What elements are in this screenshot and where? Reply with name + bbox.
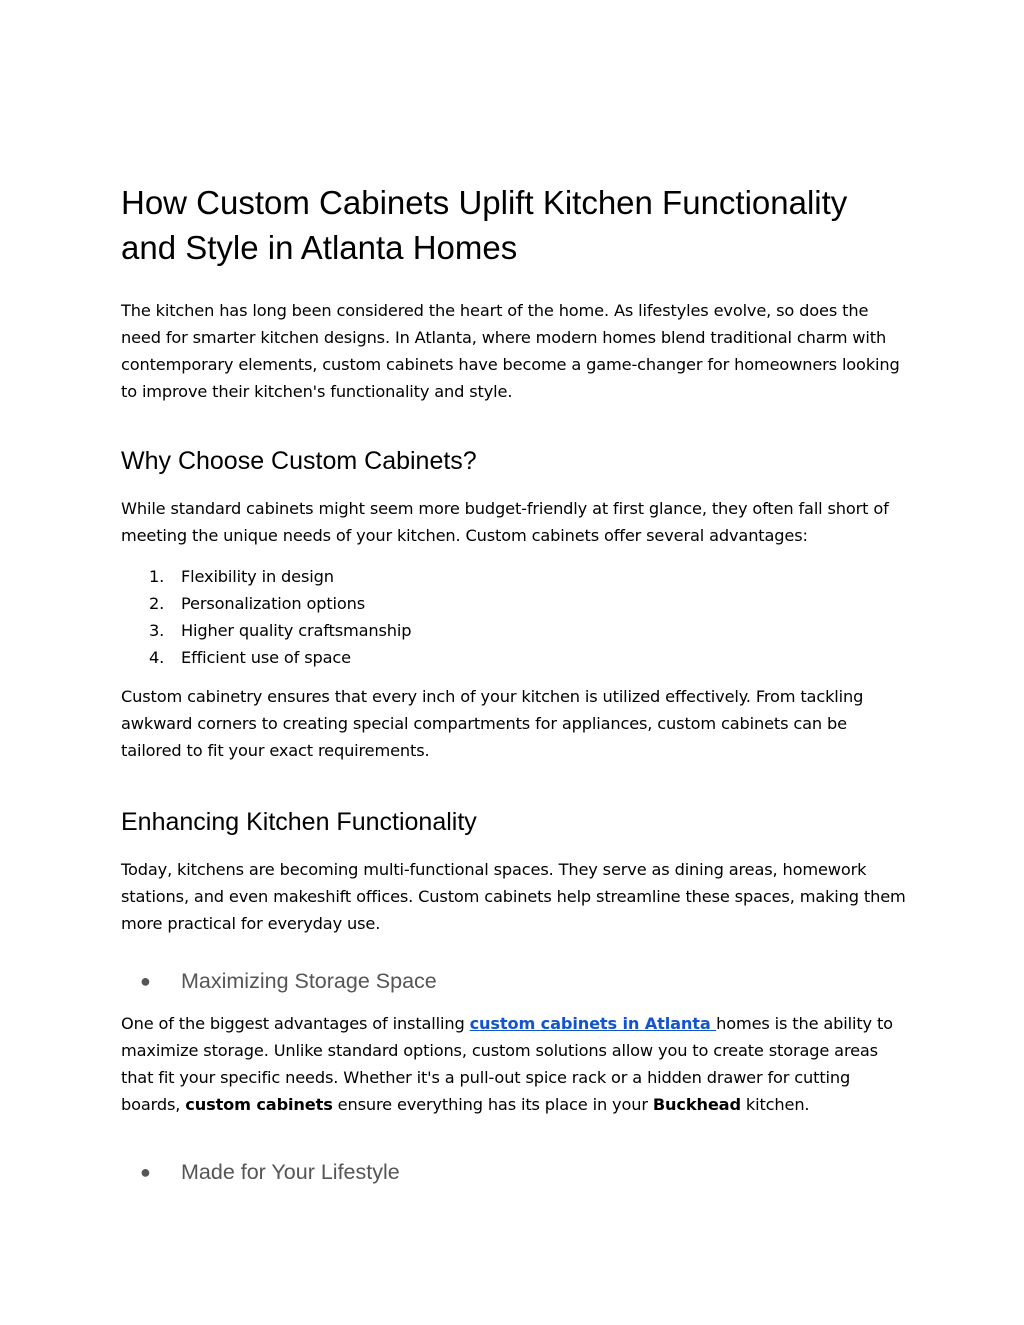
list-item-text: Higher quality craftsmanship [181,621,412,640]
list-item [121,563,911,590]
list-item [121,590,911,617]
list-number: 2. [149,594,165,613]
list-number: 1. [149,567,165,586]
subheading-text: Made for Your Lifestyle [181,1160,400,1184]
storage-text-mid1: homes is the ability to maximize storage. Unlike standard options, custom solutions allow you to create storage areas that fit your specific needs. Whether it's a pull-out spice rack or a hidden drawer for cutting boards, [121,1014,893,1114]
list-item [121,617,911,644]
intro-paragraph: The kitchen has long been considered the heart of the home. As lifestyles evolve, so does the need for smarter kitchen designs. In Atlanta, where modern homes blend traditional charm with contemporary elements, custom cabinets have become a game-changer for homeowners looking to improve their kitchen's functionality and style. [121,301,900,401]
section-why-choose-paragraph: While standard cabinets might seem more budget-friendly at first glance, they often fall short of meeting the unique needs of your kitchen. Custom cabinets offer several advantages: [121,499,889,545]
subheading-made-for-lifestyle [121,1157,911,1187]
document-page [121,180,911,1187]
list-item-text: Flexibility in design [181,567,334,586]
bullet-icon: ● [140,1162,151,1182]
section-heading-functionality: Enhancing Kitchen Functionality [121,808,477,836]
bold-custom-cabinets: custom cabinets [185,1095,333,1114]
custom-cabinets-atlanta-link[interactable]: custom cabinets in Atlanta [469,1014,717,1033]
list-item-text: Efficient use of space [181,648,351,667]
storage-text-start: One of the biggest advantages of installing [121,1014,470,1033]
storage-text-end: kitchen. [740,1095,810,1114]
storage-paragraph [121,1010,911,1118]
list-number: 3. [149,621,165,640]
bullet-icon: ● [140,971,151,991]
list-item [121,644,911,671]
section-why-choose-paragraph-2: Custom cabinetry ensures that every inch of your kitchen is utilized effectively. From tackling awkward corners to creating special compartments for appliances, custom cabinets can be tailored to fit your exact requirements. [121,687,864,760]
page-title: How Custom Cabinets Uplift Kitchen Functionality and Style in Atlanta Homes [121,184,848,266]
subheading-maximizing-storage [121,966,911,996]
bold-buckhead: Buckhead [652,1095,741,1114]
advantages-list [121,563,911,671]
subheading-text: Maximizing Storage Space [181,969,437,993]
section-functionality-paragraph: Today, kitchens are becoming multi-functional spaces. They serve as dining areas, homework stations, and even makeshift offices. Custom cabinets help streamline these spaces, making them more practical for everyday use. [121,860,906,933]
storage-text-mid2: ensure everything has its place in your [332,1095,653,1114]
section-heading-why-choose: Why Choose Custom Cabinets? [121,447,477,475]
list-number: 4. [149,648,165,667]
list-item-text: Personalization options [181,594,366,613]
